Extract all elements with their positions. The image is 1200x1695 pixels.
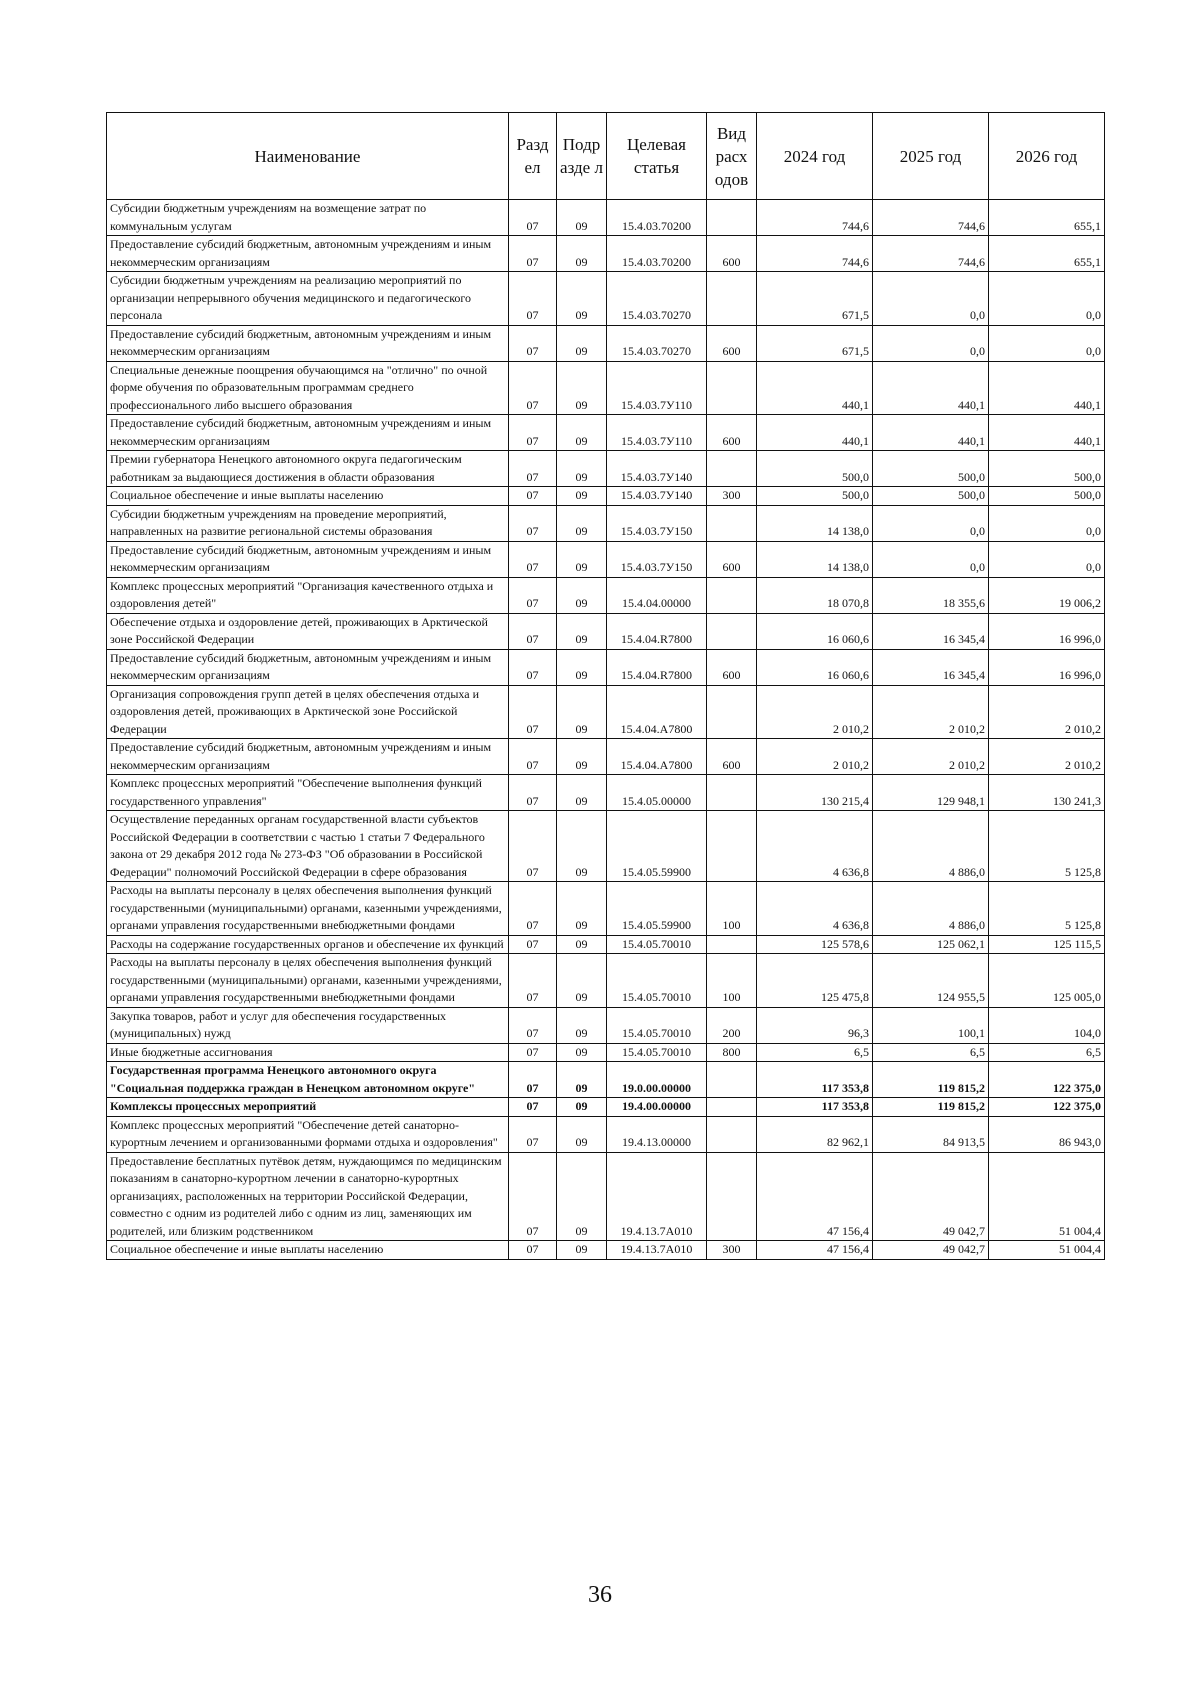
row-2026: 0,0 [989, 272, 1105, 326]
row-2025: 500,0 [873, 487, 989, 506]
table-row [107, 541, 1105, 577]
table-body [107, 200, 1105, 1260]
row-podrazdel: 09 [557, 577, 607, 613]
row-vid [707, 613, 757, 649]
row-2025: 6,5 [873, 1043, 989, 1062]
row-vid: 100 [707, 882, 757, 936]
row-vid [707, 272, 757, 326]
table-row [107, 451, 1105, 487]
budget-table [106, 112, 1105, 1260]
row-2025: 84 913,5 [873, 1116, 989, 1152]
row-razdel: 07 [509, 1116, 557, 1152]
row-vid [707, 577, 757, 613]
row-name: Обеспечение отдыха и оздоровление детей, проживающих в Арктической зоне Российской Федерации [107, 613, 509, 649]
row-2026: 655,1 [989, 236, 1105, 272]
table-row [107, 487, 1105, 506]
row-2024: 671,5 [757, 272, 873, 326]
table-row [107, 236, 1105, 272]
row-razdel: 07 [509, 505, 557, 541]
row-name: Предоставление бесплатных путёвок детям, нуждающимся по медицинским показаниям в санаторно-курортном лечении в санаторно-курортных организациях, расположенных на территории Российской Федерации, совместно с одним из родителей либо с одним из лиц, заменяющих им родителей, или близким родственником [107, 1152, 509, 1241]
row-razdel: 07 [509, 451, 557, 487]
row-target: 15.4.03.70200 [607, 200, 707, 236]
row-2026: 5 125,8 [989, 811, 1105, 882]
row-2026: 16 996,0 [989, 613, 1105, 649]
row-name: Предоставление субсидий бюджетным, автономным учреждениям и иным некоммерческим организациям [107, 325, 509, 361]
row-2025: 2 010,2 [873, 739, 989, 775]
row-podrazdel: 09 [557, 272, 607, 326]
row-vid: 600 [707, 325, 757, 361]
row-2024: 4 636,8 [757, 882, 873, 936]
row-2025: 0,0 [873, 272, 989, 326]
row-podrazdel: 09 [557, 361, 607, 415]
row-vid [707, 451, 757, 487]
row-razdel: 07 [509, 577, 557, 613]
row-target: 19.4.13.00000 [607, 1116, 707, 1152]
row-2024: 130 215,4 [757, 775, 873, 811]
row-2024: 500,0 [757, 487, 873, 506]
row-2026: 125 115,5 [989, 935, 1105, 954]
row-razdel: 07 [509, 272, 557, 326]
row-2024: 440,1 [757, 361, 873, 415]
row-target: 15.4.05.59900 [607, 882, 707, 936]
row-2026: 440,1 [989, 361, 1105, 415]
row-2026: 2 010,2 [989, 739, 1105, 775]
row-target: 15.4.03.7У150 [607, 505, 707, 541]
row-target: 15.4.03.7У140 [607, 451, 707, 487]
row-target: 15.4.04.R7800 [607, 649, 707, 685]
row-2024: 16 060,6 [757, 613, 873, 649]
row-target: 15.4.03.7У150 [607, 541, 707, 577]
row-name: Социальное обеспечение и иные выплаты населению [107, 1241, 509, 1260]
row-name: Специальные денежные поощрения обучающимся на "отлично" по очной форме обучения по образовательным программам среднего профессионального либо высшего образования [107, 361, 509, 415]
row-target: 15.4.05.59900 [607, 811, 707, 882]
row-razdel: 07 [509, 236, 557, 272]
row-2026: 0,0 [989, 505, 1105, 541]
table-row [107, 361, 1105, 415]
row-name: Субсидии бюджетным учреждениям на проведение мероприятий, направленных на развитие региональной системы образования [107, 505, 509, 541]
row-2026: 19 006,2 [989, 577, 1105, 613]
row-2026: 500,0 [989, 487, 1105, 506]
row-2026: 51 004,4 [989, 1241, 1105, 1260]
row-vid: 600 [707, 415, 757, 451]
table-row [107, 200, 1105, 236]
row-vid: 100 [707, 954, 757, 1008]
row-podrazdel: 09 [557, 1098, 607, 1117]
table-row [107, 811, 1105, 882]
row-2025: 119 815,2 [873, 1098, 989, 1117]
row-vid [707, 1062, 757, 1098]
row-2025: 0,0 [873, 541, 989, 577]
row-target: 19.4.13.7A010 [607, 1152, 707, 1241]
row-podrazdel: 09 [557, 200, 607, 236]
row-razdel: 07 [509, 415, 557, 451]
row-2025: 49 042,7 [873, 1241, 989, 1260]
row-razdel: 07 [509, 685, 557, 739]
page-number: 36 [588, 1582, 612, 1608]
header-name: Наименование [107, 113, 509, 200]
row-2026: 440,1 [989, 415, 1105, 451]
row-2026: 130 241,3 [989, 775, 1105, 811]
row-razdel: 07 [509, 200, 557, 236]
row-target: 15.4.04.R7800 [607, 613, 707, 649]
row-2024: 117 353,8 [757, 1062, 873, 1098]
row-razdel: 07 [509, 811, 557, 882]
table-row [107, 272, 1105, 326]
row-podrazdel: 09 [557, 649, 607, 685]
header-2024: 2024 год [757, 113, 873, 200]
row-podrazdel: 09 [557, 613, 607, 649]
row-razdel: 07 [509, 1007, 557, 1043]
row-podrazdel: 09 [557, 1043, 607, 1062]
table-row [107, 1043, 1105, 1062]
row-podrazdel: 09 [557, 487, 607, 506]
row-podrazdel: 09 [557, 505, 607, 541]
row-razdel: 07 [509, 613, 557, 649]
row-name: Комплексы процессных мероприятий [107, 1098, 509, 1117]
row-razdel: 07 [509, 1043, 557, 1062]
row-name: Предоставление субсидий бюджетным, автономным учреждениям и иным некоммерческим организациям [107, 236, 509, 272]
row-target: 15.4.04.A7800 [607, 739, 707, 775]
row-vid [707, 775, 757, 811]
row-razdel: 07 [509, 935, 557, 954]
row-vid [707, 1116, 757, 1152]
table-row [107, 577, 1105, 613]
row-name: Предоставление субсидий бюджетным, автономным учреждениям и иным некоммерческим организациям [107, 649, 509, 685]
table-row [107, 685, 1105, 739]
header-2025: 2025 год [873, 113, 989, 200]
row-razdel: 07 [509, 882, 557, 936]
row-vid [707, 1152, 757, 1241]
row-target: 15.4.05.70010 [607, 1007, 707, 1043]
table-row [107, 739, 1105, 775]
row-podrazdel: 09 [557, 685, 607, 739]
table-row [107, 1116, 1105, 1152]
row-razdel: 07 [509, 954, 557, 1008]
header-2026: 2026 год [989, 113, 1105, 200]
row-razdel: 07 [509, 487, 557, 506]
row-2026: 2 010,2 [989, 685, 1105, 739]
row-razdel: 07 [509, 361, 557, 415]
row-2024: 4 636,8 [757, 811, 873, 882]
row-name: Государственная программа Ненецкого автономного округа "Социальная поддержка граждан в Ненецком автономном округе" [107, 1062, 509, 1098]
row-2026: 0,0 [989, 541, 1105, 577]
table-row [107, 954, 1105, 1008]
row-razdel: 07 [509, 325, 557, 361]
row-2025: 440,1 [873, 415, 989, 451]
row-2024: 744,6 [757, 200, 873, 236]
row-podrazdel: 09 [557, 451, 607, 487]
table-row [107, 1152, 1105, 1241]
row-vid [707, 811, 757, 882]
row-2026: 500,0 [989, 451, 1105, 487]
row-2024: 82 962,1 [757, 1116, 873, 1152]
row-vid: 600 [707, 541, 757, 577]
row-target: 15.4.04.A7800 [607, 685, 707, 739]
row-podrazdel: 09 [557, 236, 607, 272]
row-2026: 51 004,4 [989, 1152, 1105, 1241]
row-podrazdel: 09 [557, 1116, 607, 1152]
row-razdel: 07 [509, 541, 557, 577]
row-vid: 600 [707, 739, 757, 775]
row-2026: 6,5 [989, 1043, 1105, 1062]
row-name: Закупка товаров, работ и услуг для обеспечения государственных (муниципальных) нужд [107, 1007, 509, 1043]
row-2025: 125 062,1 [873, 935, 989, 954]
row-target: 15.4.05.00000 [607, 775, 707, 811]
row-name: Расходы на выплаты персоналу в целях обеспечения выполнения функций государственными (муниципальными) органами, казенными учреждениями, органами управления государственными внебюджетными фондами [107, 882, 509, 936]
row-name: Премии губернатора Ненецкого автономного округа педагогическим работникам за выдающиеся достижения в области образования [107, 451, 509, 487]
row-vid: 300 [707, 1241, 757, 1260]
row-2026: 5 125,8 [989, 882, 1105, 936]
row-vid [707, 200, 757, 236]
row-2026: 122 375,0 [989, 1062, 1105, 1098]
row-razdel: 07 [509, 1062, 557, 1098]
table-row-program [107, 1062, 1105, 1098]
row-2024: 14 138,0 [757, 541, 873, 577]
row-2024: 440,1 [757, 415, 873, 451]
row-podrazdel: 09 [557, 739, 607, 775]
row-name: Предоставление субсидий бюджетным, автономным учреждениям и иным некоммерческим организациям [107, 415, 509, 451]
row-2025: 49 042,7 [873, 1152, 989, 1241]
table-row [107, 1007, 1105, 1043]
table-header-row [107, 113, 1105, 200]
table-row [107, 775, 1105, 811]
row-name: Расходы на содержание государственных органов и обеспечение их функций [107, 935, 509, 954]
table-row [107, 505, 1105, 541]
table-row [107, 935, 1105, 954]
row-target: 15.4.05.70010 [607, 1043, 707, 1062]
row-2025: 744,6 [873, 200, 989, 236]
row-podrazdel: 09 [557, 1241, 607, 1260]
row-podrazdel: 09 [557, 811, 607, 882]
row-2025: 16 345,4 [873, 649, 989, 685]
row-2024: 500,0 [757, 451, 873, 487]
row-2024: 117 353,8 [757, 1098, 873, 1117]
row-podrazdel: 09 [557, 541, 607, 577]
row-name: Организация сопровождения групп детей в целях обеспечения отдыха и оздоровления детей, проживающих в Арктической зоне Российской Федерации [107, 685, 509, 739]
row-2025: 500,0 [873, 451, 989, 487]
table-row [107, 1241, 1105, 1260]
row-2025: 0,0 [873, 505, 989, 541]
row-2024: 125 475,8 [757, 954, 873, 1008]
row-2024: 47 156,4 [757, 1241, 873, 1260]
row-2026: 122 375,0 [989, 1098, 1105, 1117]
row-2026: 0,0 [989, 325, 1105, 361]
row-name: Комплекс процессных мероприятий "Обеспечение выполнения функций государственного управления" [107, 775, 509, 811]
row-name: Социальное обеспечение и иные выплаты населению [107, 487, 509, 506]
row-podrazdel: 09 [557, 775, 607, 811]
row-name: Комплекс процессных мероприятий "Обеспечение детей санаторно-курортным лечением и организованными формами отдыха и оздоровления" [107, 1116, 509, 1152]
row-2026: 104,0 [989, 1007, 1105, 1043]
row-2024: 744,6 [757, 236, 873, 272]
row-2024: 47 156,4 [757, 1152, 873, 1241]
header-razdel: Разд ел [509, 113, 557, 200]
row-2024: 2 010,2 [757, 739, 873, 775]
row-podrazdel: 09 [557, 954, 607, 1008]
row-target: 15.4.05.70010 [607, 954, 707, 1008]
row-2025: 124 955,5 [873, 954, 989, 1008]
row-target: 19.0.00.00000 [607, 1062, 707, 1098]
row-podrazdel: 09 [557, 1152, 607, 1241]
row-2024: 14 138,0 [757, 505, 873, 541]
row-2024: 16 060,6 [757, 649, 873, 685]
table-row [107, 649, 1105, 685]
row-target: 15.4.05.70010 [607, 935, 707, 954]
row-target: 15.4.03.7У110 [607, 361, 707, 415]
row-razdel: 07 [509, 739, 557, 775]
row-2026: 16 996,0 [989, 649, 1105, 685]
table-row-subtotal [107, 1098, 1105, 1117]
row-vid [707, 935, 757, 954]
row-2026: 86 943,0 [989, 1116, 1105, 1152]
header-target: Целевая статья [607, 113, 707, 200]
table-row [107, 613, 1105, 649]
row-2025: 4 886,0 [873, 882, 989, 936]
table-row [107, 882, 1105, 936]
header-podrazdel: Подр азде л [557, 113, 607, 200]
row-2025: 18 355,6 [873, 577, 989, 613]
row-2025: 2 010,2 [873, 685, 989, 739]
row-podrazdel: 09 [557, 882, 607, 936]
row-2025: 4 886,0 [873, 811, 989, 882]
row-razdel: 07 [509, 1152, 557, 1241]
row-2024: 96,3 [757, 1007, 873, 1043]
row-razdel: 07 [509, 775, 557, 811]
row-vid: 300 [707, 487, 757, 506]
table-row [107, 415, 1105, 451]
table-row [107, 325, 1105, 361]
row-target: 19.4.13.7A010 [607, 1241, 707, 1260]
row-target: 15.4.03.7У140 [607, 487, 707, 506]
row-name: Субсидии бюджетным учреждениям на возмещение затрат по коммунальным услугам [107, 200, 509, 236]
row-2025: 744,6 [873, 236, 989, 272]
row-2026: 655,1 [989, 200, 1105, 236]
row-2024: 125 578,6 [757, 935, 873, 954]
row-vid [707, 361, 757, 415]
row-target: 15.4.03.70200 [607, 236, 707, 272]
row-2025: 129 948,1 [873, 775, 989, 811]
row-2024: 18 070,8 [757, 577, 873, 613]
row-target: 15.4.03.7У110 [607, 415, 707, 451]
row-razdel: 07 [509, 649, 557, 685]
row-2025: 440,1 [873, 361, 989, 415]
row-target: 15.4.03.70270 [607, 272, 707, 326]
row-2025: 0,0 [873, 325, 989, 361]
row-podrazdel: 09 [557, 325, 607, 361]
row-name: Предоставление субсидий бюджетным, автономным учреждениям и иным некоммерческим организациям [107, 541, 509, 577]
row-name: Предоставление субсидий бюджетным, автономным учреждениям и иным некоммерческим организациям [107, 739, 509, 775]
row-razdel: 07 [509, 1241, 557, 1260]
row-vid [707, 685, 757, 739]
header-vid: Вид расх одов [707, 113, 757, 200]
row-2024: 6,5 [757, 1043, 873, 1062]
row-target: 19.4.00.00000 [607, 1098, 707, 1117]
row-2025: 119 815,2 [873, 1062, 989, 1098]
row-2025: 100,1 [873, 1007, 989, 1043]
row-podrazdel: 09 [557, 1062, 607, 1098]
row-name: Осуществление переданных органам государственной власти субъектов Российской Федерации в соответствии с частью 1 статьи 7 Федерального закона от 29 декабря 2012 года № 273-ФЗ "Об образовании в Российской Федерации" полномочий Российской Федерации в сфере образования [107, 811, 509, 882]
row-2024: 2 010,2 [757, 685, 873, 739]
row-podrazdel: 09 [557, 1007, 607, 1043]
row-name: Субсидии бюджетным учреждениям на реализацию мероприятий по организации непрерывного обучения медицинского и педагогического персонала [107, 272, 509, 326]
row-name: Комплекс процессных мероприятий "Организация качественного отдыха и оздоровления детей" [107, 577, 509, 613]
row-2026: 125 005,0 [989, 954, 1105, 1008]
row-name: Расходы на выплаты персоналу в целях обеспечения выполнения функций государственными (муниципальными) органами, казенными учреждениями, органами управления государственными внебюджетными фондами [107, 954, 509, 1008]
row-name: Иные бюджетные ассигнования [107, 1043, 509, 1062]
row-podrazdel: 09 [557, 415, 607, 451]
row-2024: 671,5 [757, 325, 873, 361]
row-vid [707, 1098, 757, 1117]
row-target: 15.4.03.70270 [607, 325, 707, 361]
row-2025: 16 345,4 [873, 613, 989, 649]
row-vid: 600 [707, 649, 757, 685]
row-podrazdel: 09 [557, 935, 607, 954]
row-vid: 200 [707, 1007, 757, 1043]
row-razdel: 07 [509, 1098, 557, 1117]
row-vid: 800 [707, 1043, 757, 1062]
row-vid [707, 505, 757, 541]
row-target: 15.4.04.00000 [607, 577, 707, 613]
row-vid: 600 [707, 236, 757, 272]
